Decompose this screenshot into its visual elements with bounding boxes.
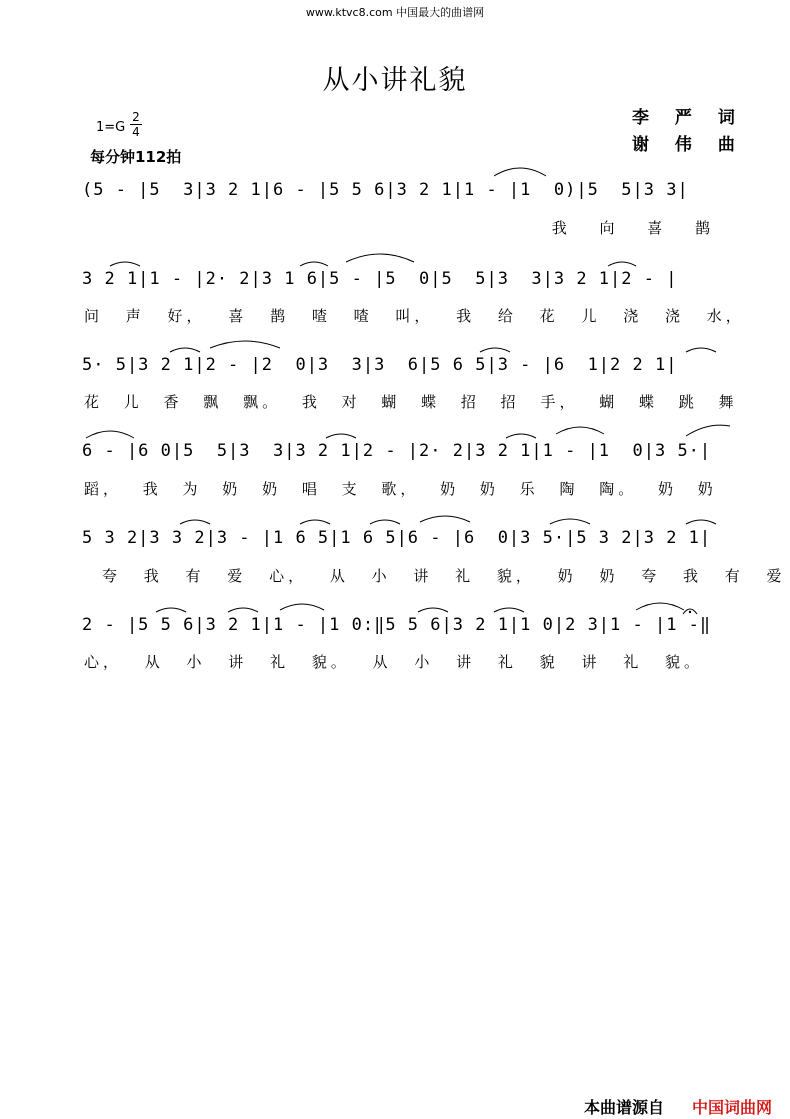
slur-mark — [494, 608, 524, 612]
slur-mark — [228, 608, 258, 612]
footer-brand[interactable]: 中国词曲网 — [692, 1098, 773, 1117]
lyric-line: 花 儿 香 飘 飘。 我 对 蝴 蝶 招 招 手， 蝴 蝶 跳 舞 — [84, 393, 738, 411]
lyric-line: 心， 从 小 讲 礼 貌。 从 小 讲 礼 貌 讲 礼 貌。 — [84, 653, 703, 671]
slur-mark — [506, 434, 536, 438]
slur-mark — [686, 520, 716, 524]
slur-mark — [170, 348, 200, 352]
slur-mark — [608, 262, 636, 266]
site-header: www.ktvc8.com 中国最大的曲谱网 — [305, 6, 485, 19]
time-signature-bottom: 4 — [130, 124, 142, 139]
notation-notes: 5· 5|3 2 1|2 - |2 0|3 3|3 6|5 6 5|3 - |6 1|2 2 1| — [82, 355, 678, 375]
score-title: 从小讲礼貌 — [322, 65, 468, 96]
footer-source-label: 本曲谱源自 — [584, 1098, 665, 1117]
slur-mark — [418, 608, 448, 612]
notation-notes: 2 - |5 5 6|3 2 1|1 - |1 0:‖5 5 6|3 2 1|1 0|2 3|1 - |1 -‖ — [82, 615, 712, 635]
notation-notes: 6 - |6 0|5 5|3 3|3 2 1|2 - |2· 2|3 2 1|1 - |1 0|3 5·| — [82, 441, 712, 461]
lyric-line: 问 声 好， 喜 鹊 喳 喳 叫， 我 给 花 儿 浇 浇 水， — [84, 307, 745, 325]
slur-mark — [636, 603, 684, 610]
slur-mark — [300, 262, 328, 266]
slur-mark — [156, 608, 186, 612]
slur-mark — [686, 425, 730, 436]
notation-notes: 3 2 1|1 - |2· 2|3 1 6|5 - |5 0|5 5|3 3|3 2 1|2 - | — [82, 269, 678, 289]
slur-mark — [494, 168, 546, 176]
time-signature-top: 2 — [132, 110, 140, 124]
slur-mark — [210, 341, 280, 348]
slur-mark — [686, 348, 716, 352]
key-signature: 1=G — [96, 120, 126, 135]
notation-notes: (5 - |5 3|3 2 1|6 - |5 5 6|3 2 1|1 - |1 0)|5 5|3 3| — [82, 180, 689, 200]
slur-mark — [326, 434, 356, 438]
slur-mark — [300, 520, 330, 524]
slur-mark — [86, 431, 134, 438]
lyric-line: 夸 我 有 爱 心， 从 小 讲 礼 貌， 奶 奶 夸 我 有 爱 — [102, 567, 786, 585]
slur-mark — [280, 604, 324, 610]
lyricist-credit: 李 严 词 — [632, 108, 745, 128]
lyric-line: 我 向 喜 鹊 — [551, 219, 724, 237]
fermata-dot — [689, 611, 691, 613]
slur-mark — [480, 348, 510, 352]
slur-mark — [420, 516, 470, 522]
composer-credit: 谢 伟 曲 — [632, 135, 745, 155]
lyric-line: 蹈， 我 为 奶 奶 唱 支 歌， 奶 奶 乐 陶 陶。 奶 奶 — [84, 480, 717, 498]
tempo-marking: 每分钟112拍 — [90, 148, 182, 166]
notation-notes: 5 3 2|3 3 2|3 - |1 6 5|1 6 5|6 - |6 0|3 5·|5 3 2|3 2 1| — [82, 528, 712, 548]
slur-mark — [110, 262, 140, 266]
slur-mark — [346, 254, 414, 262]
slur-mark — [556, 427, 604, 434]
slur-mark — [180, 520, 210, 524]
slur-mark — [370, 520, 400, 524]
slur-mark — [550, 519, 590, 524]
